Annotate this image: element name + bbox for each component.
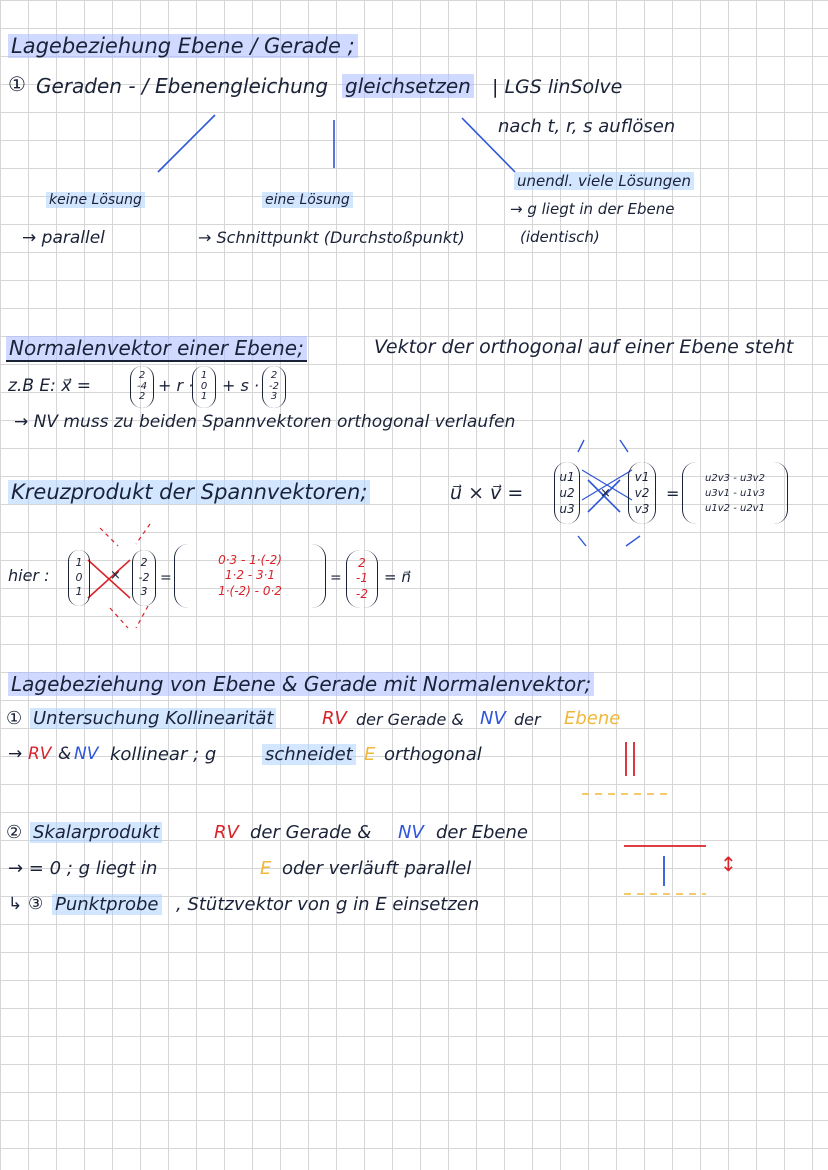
branch-line-left [158,115,215,172]
section2-definition: Vektor der orthogonal auf einer Ebene steht [374,336,794,358]
cross-eq: = [666,484,680,503]
s3-step2-b: der Gerade & [250,822,372,843]
double-arrow-icon: ↕ [720,852,737,876]
hier-eq-1: = [160,570,172,586]
s3-step1-num: ① [6,708,23,729]
v2-0: 1 [200,370,208,382]
cross-title: Kreuzprodukt der Spannvektoren; [8,480,370,504]
result-0: u2v3 - u3v2 [705,472,765,484]
red-dashed-4 [136,606,148,628]
res1-nv: NV [74,744,99,764]
hier-calc-vector [174,544,326,608]
section2-title: Normalenvektor einer Ebene; [6,336,307,362]
res1-amp: & [58,744,72,764]
case3-label: unendl. viele Lösungen [514,172,694,190]
blue-tick-4 [626,536,640,546]
s3-der: der [514,710,541,729]
result-2: u1v2 - u2v1 [705,502,765,514]
n-2: -2 [356,586,368,601]
hu-2: 1 [75,585,83,599]
step3-num: ③ [28,894,44,914]
v1-2: 2 [138,391,146,403]
case3-result1: → g liegt in der Ebene [510,200,675,218]
s3-step2-rv: RV [214,822,239,843]
n-1: -1 [356,571,368,586]
normal-vector [346,550,378,608]
calc-2: 1·(-2) - 0·2 [218,583,282,598]
blue-tick-1 [578,440,584,452]
nv-note: → NV muss zu beiden Spannvektoren orthogonal verlaufen [14,412,516,432]
res2-a: → = 0 ; g liegt in [8,858,158,879]
v-0: v1 [634,469,650,484]
res2-b: oder verläuft parallel [282,858,472,879]
v2-1: 0 [200,380,208,392]
blue-tick-3 [578,536,586,546]
s3-step2-a: Skalarprodukt [30,822,162,843]
example-prefix: z.B E: x⃗ = [8,376,91,396]
section1-title: Lagebeziehung Ebene / Gerade ; [8,34,358,58]
hv-1: -2 [138,570,150,584]
v3-2: 3 [270,391,278,403]
v2-2: 1 [200,391,208,403]
v1-1: -4 [137,380,147,392]
hu-0: 1 [75,555,83,569]
hv-2: 3 [140,585,148,599]
s3-step1: Untersuchung Kollinearität [30,708,276,729]
case2-result: → Schnittpunkt (Durchstoßpunkt) [198,228,465,247]
vector-v [628,462,656,524]
res1-e: E [364,744,376,765]
case3-result2: (identisch) [520,228,600,246]
res2-e: E [260,858,272,879]
cross-formula: u⃗ × v⃗ = [450,482,524,504]
section3-title: Lagebeziehung von Ebene & Gerade mit Normalenvektor; [8,672,594,696]
red-dashed-1 [100,528,118,546]
step3-b: , Stützvektor von g in E einsetzen [176,894,480,915]
v1-0: 2 [138,370,146,382]
res1-rv: RV [28,744,52,764]
res1-text: kollinear ; g [110,744,217,765]
cross-result-vector [682,462,788,524]
res1-arrow: → [8,744,23,764]
res1-schneidet: schneidet [262,744,356,765]
red-dashed-3 [110,608,128,628]
blue-tick-2 [620,440,628,452]
case1-label: keine Lösung [46,192,145,208]
n-0: 2 [358,555,366,570]
v-1: v2 [634,485,650,500]
section1-step1-a: Geraden - / Ebenengleichung [36,74,329,98]
case1-result: → parallel [22,228,105,248]
s3-step2-c: der Ebene [436,822,528,843]
calc-1: 1·2 - 3·1 [224,568,276,583]
s3-step2-nv: NV [398,822,424,843]
section1-lgs2: nach t, r, s auflösen [498,116,676,137]
hier-eq-2: = [330,570,342,586]
u-2: u3 [559,502,575,517]
example-vector-2 [192,366,216,408]
s3-step2-num: ② [6,822,23,843]
v3-0: 2 [270,370,278,382]
step3-a: Punktprobe [52,894,162,915]
plus-r: + r · [158,376,194,395]
section1-step1-b: gleichsetzen [342,74,474,98]
s3-rv: RV [322,708,347,729]
s3-der-gerade: der Gerade & [356,710,464,729]
example-vector-3 [262,366,286,408]
hv-0: 2 [140,555,148,569]
example-vector-1 [130,366,154,408]
vector-u [554,462,580,524]
res1-orth: orthogonal [384,744,482,765]
v-2: v3 [634,502,650,517]
plus-s: + s · [222,376,259,395]
section1-lgs: | LGS linSolve [492,76,623,98]
s3-nv: NV [480,708,506,729]
hier-vector-v [132,550,156,606]
hier-label: hier : [8,566,50,585]
s3-ebene: Ebene [564,708,621,729]
u-1: u2 [559,485,575,500]
red-dashed-2 [136,524,150,544]
step3-prefix: ↳ [8,894,23,914]
u-0: u1 [559,469,575,484]
hier-x: × [110,568,121,583]
n-label: = n⃗ [384,568,411,586]
calc-0: 0·3 - 1·(-2) [218,552,282,567]
section1-step1-num: ① [8,72,26,96]
hu-1: 0 [75,570,83,584]
case2-label: eine Lösung [262,192,353,208]
result-1: u3v1 - u1v3 [705,487,765,499]
cross-x: × [600,486,611,501]
v3-1: -2 [269,380,279,392]
hier-vector-u [68,550,90,606]
